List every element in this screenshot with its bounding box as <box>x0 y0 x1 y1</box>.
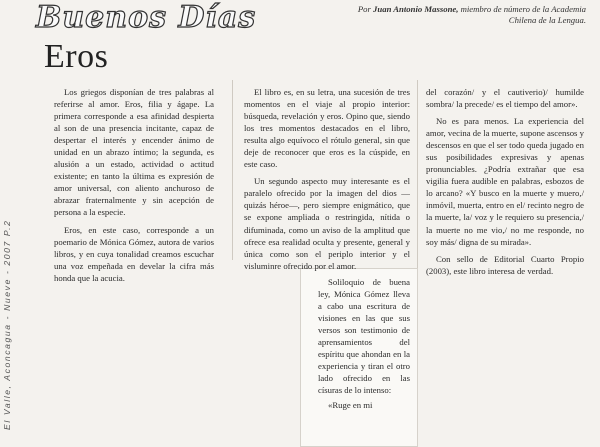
column-2 <box>244 86 410 272</box>
column-3 <box>426 86 584 277</box>
column-rule-1 <box>232 80 233 260</box>
col3-paragraph: No es para menos. La experiencia del amor, vecina de la muerte, supone ascensos y descensos en que el ser todo queda jugado en sus posibilidades expresivas y apenas pronunciables. ¿Podría extrañar que esa vigilia fuera audible en palabras, esbozos de lo arcano? «Y busco en la muerte y muero,/ inmóvil, muerta, entro en el/ recinto negro de la muerte, la/ voz y le requiero su presencia,/ la muerte no me vio,/ no me responde, no soy más/ digna de su mirada». <box>426 116 584 247</box>
col2b-paragraph: Soliloquio de buena ley, Mónica Gómez lleva a cabo una escritura de visiones en las que sus versos son testimonio de aprensamientos del espíritu que ahondan en la experiencia y tiran el otro lado ofrecido en las císuras de lo intenso: <box>318 277 410 396</box>
col2b-quote: «Ruge en mi <box>328 400 373 411</box>
byline <box>336 4 586 26</box>
byline-role: miembro de número de la Academia Chilena de la Lengua. <box>460 4 586 25</box>
column-rule-2 <box>417 80 418 280</box>
col2-paragraph: El libro es, en su letra, una sucesión de tres momentos en el viaje al propio interior: búsqueda, revelación y eros. Opino que, siendo los tres momentos destacados en el libro, resulta algo equívoco el rótulo general, sin que deje de reconocer que eros es la cúspide, en este caso. <box>244 87 410 170</box>
masthead: Buenos Días <box>36 0 257 35</box>
col2-paragraph: Un segundo aspecto muy interesante es el paralelo ofrecido por la imagen del dios —quizás héroe—, pero siempre enigmático, que se expone ampliada o restringida, nítida o difuminada, como un aviso de la amplitud que ofrece esa realidad oculta y presente, general y única como son el periplo interior y el visluminre ofrecido por el amor. <box>244 176 410 271</box>
col1-paragraph: Los griegos disponían de tres palabras al referirse al amor. Eros, filia y ágape. La primera corresponde a esa afinidad despierta al son de una presencia incitante, capaz de despertar el interés y encender ánimo de unidad en un abrazo íntimo; la segunda, es alusión a un estado, actividad o actitud existente; en tanto la última es expresión de amor universal, con aliento anchuroso de abrazar fraternalmente y sin acepción de persona a la especie. <box>54 87 214 218</box>
byline-prefix: Por <box>357 4 371 14</box>
col1-paragraph: Eros, en este caso, corresponde a un poemario de Mónica Gómez, autora de varios libros, y en cuya tonalidad creamos escuchar una voz empeñada en develar la cifra más honda que la acucia. <box>54 224 214 283</box>
col3-paragraph: Con sello de Editorial Cuarto Propio (2003), este libro interesa de verdad. <box>426 253 584 276</box>
column-2b <box>318 276 410 412</box>
byline-author: Juan Antonio Massone, <box>373 4 459 14</box>
margin-note: El Valle, Aconcagua - Nueve - 2007 P.2 <box>2 219 12 430</box>
column-1 <box>54 86 214 284</box>
article-title: Eros <box>44 38 109 75</box>
col3-paragraph: del corazón/ y el cautiverio)/ humilde sombra/ la precede/ es el tiempo del amor». <box>426 87 584 110</box>
